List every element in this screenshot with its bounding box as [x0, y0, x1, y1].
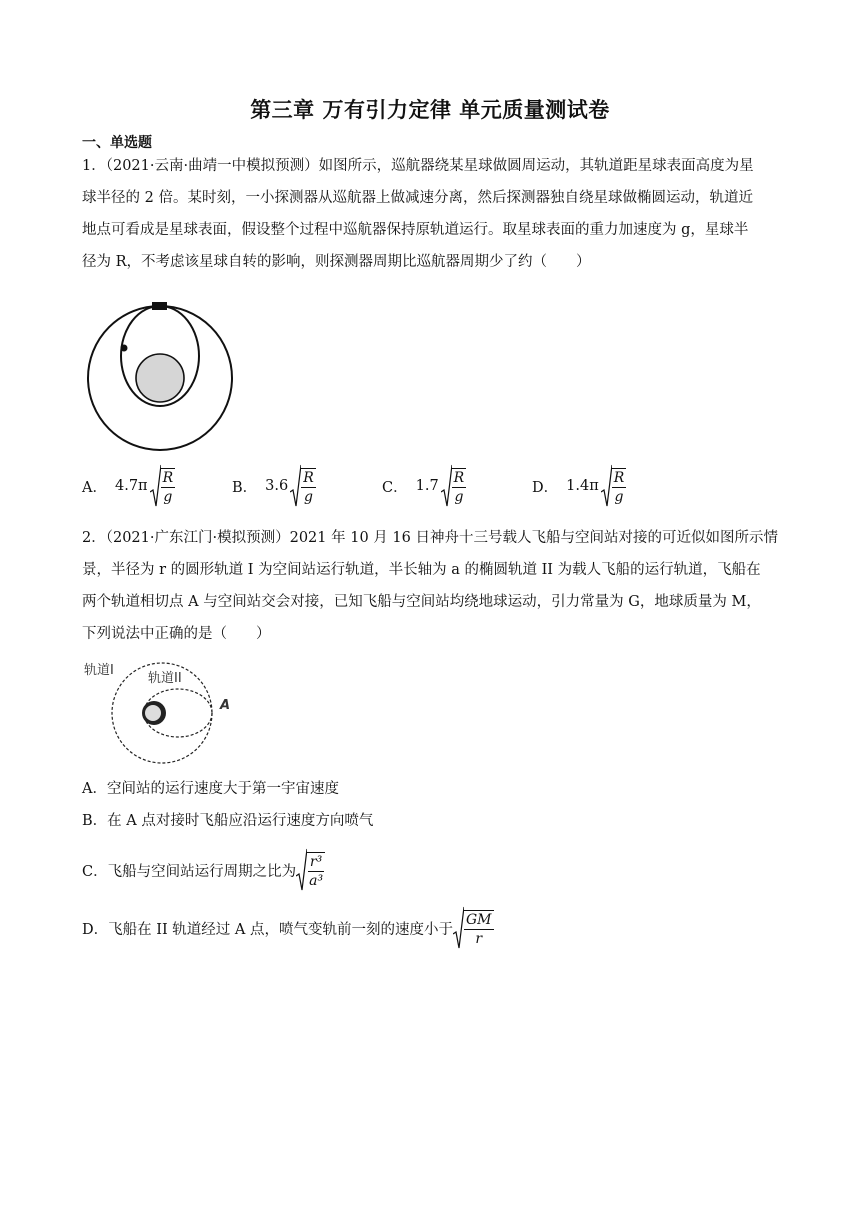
fraction-numerator: r³ — [309, 854, 323, 870]
option-c[interactable] — [382, 462, 466, 510]
fraction-denominator: g — [454, 489, 464, 505]
question-1-line: 径为 R，不考虑该星球自转的影响，则探测器周期比巡航器周期少了约（ ） — [82, 254, 591, 270]
option-d[interactable] — [532, 462, 626, 510]
sqrt-expression — [453, 906, 494, 950]
option-coefficient: 3.6 — [265, 478, 289, 494]
fraction-denominator: g — [304, 489, 313, 505]
fraction-numerator: R — [162, 470, 174, 486]
fraction-denominator: r — [475, 931, 483, 947]
sqrt-expression — [601, 464, 627, 508]
question-1-figure — [86, 298, 236, 454]
option-label: A． — [82, 479, 107, 496]
question-2-line: 两个轨道相切点 A 与空间站交会对接，已知飞船与空间站均绕地球运动，引力常量为 G，地球质量为 M， — [82, 594, 761, 610]
question-1-text — [82, 150, 782, 278]
option-d-q2[interactable] — [82, 904, 494, 952]
orbit-i-label: 轨道I — [84, 663, 114, 678]
sqrt-expression — [296, 848, 325, 892]
option-a-q2[interactable]: A．空间站的运行速度大于第一宇宙速度 — [82, 780, 339, 797]
option-d-text: D．飞船在 II 轨道经过 A 点，喷气变轨前一刻的速度小于 — [82, 921, 453, 938]
option-coefficient: 1.7 — [415, 478, 439, 494]
question-1-line: 1．（2021·云南·曲靖一中模拟预测）如图所示，巡航器绕某星球做圆周运动，其轨道距星球表面高度为星 — [82, 158, 754, 174]
point-a-label: A — [220, 698, 231, 713]
radical-sign-icon — [601, 464, 612, 508]
option-coefficient: 1.4π — [566, 478, 599, 494]
sqrt-expression — [290, 464, 316, 508]
option-label: D． — [532, 479, 559, 496]
option-label: C． — [382, 479, 408, 496]
option-c-text: C．飞船与空间站运行周期之比为 — [82, 863, 297, 880]
option-coefficient: 4.7π — [114, 478, 148, 494]
planet-circle — [136, 354, 184, 402]
radical-sign-icon — [290, 464, 301, 508]
fraction-numerator: R — [303, 470, 314, 486]
option-c-q2[interactable] — [82, 846, 325, 894]
sqrt-expression — [150, 464, 176, 508]
section-heading: 一、单选题 — [82, 135, 152, 151]
question-1-options — [82, 462, 702, 510]
question-2-line: 下列说法中正确的是（ ） — [82, 626, 271, 642]
fraction-numerator: R — [613, 470, 625, 486]
question-2-line: 2．（2021·广东江门·模拟预测）2021 年 10 月 16 日神舟十三号载人飞船与空间站对接的可近似如图所示情 — [82, 530, 778, 546]
probe-marker — [121, 345, 128, 352]
orbit-ii-label: 轨道II — [148, 671, 182, 686]
earth-highlight — [145, 705, 161, 721]
fraction-denominator: g — [614, 489, 624, 505]
option-b[interactable] — [232, 462, 316, 510]
option-label: B． — [232, 479, 258, 496]
question-2-text — [82, 522, 782, 650]
question-2-line: 景，半径为 r 的圆形轨道 I 为空间站运行轨道，半长轴为 a 的椭圆轨道 II 为载人飞船的运行轨道，飞船在 — [82, 562, 761, 578]
fraction-numerator: R — [453, 470, 465, 486]
question-2-figure — [82, 658, 242, 768]
fraction-denominator: g — [163, 489, 173, 505]
question-1-line: 球半径的 2 倍。某时刻，一小探测器从巡航器上做减速分离，然后探测器独自绕星球做椭圆运动，轨道近 — [82, 190, 753, 206]
cruiser-marker — [152, 302, 167, 310]
option-a[interactable] — [82, 462, 175, 510]
radical-sign-icon — [453, 906, 464, 950]
fraction-numerator: GM — [466, 912, 492, 928]
sqrt-expression — [441, 464, 467, 508]
fraction-denominator: a³ — [309, 873, 324, 889]
question-1-line: 地点可看成是星球表面，假设整个过程中巡航器保持原轨道运行。取星球表面的重力加速度为 g，星球半 — [82, 222, 749, 238]
page-title: 第三章 万有引力定律 单元质量测试卷 — [250, 98, 610, 122]
radical-sign-icon — [441, 464, 452, 508]
option-b-q2[interactable]: B．在 A 点对接时飞船应沿运行速度方向喷气 — [82, 812, 374, 829]
radical-sign-icon — [150, 464, 161, 508]
radical-sign-icon — [296, 848, 307, 892]
